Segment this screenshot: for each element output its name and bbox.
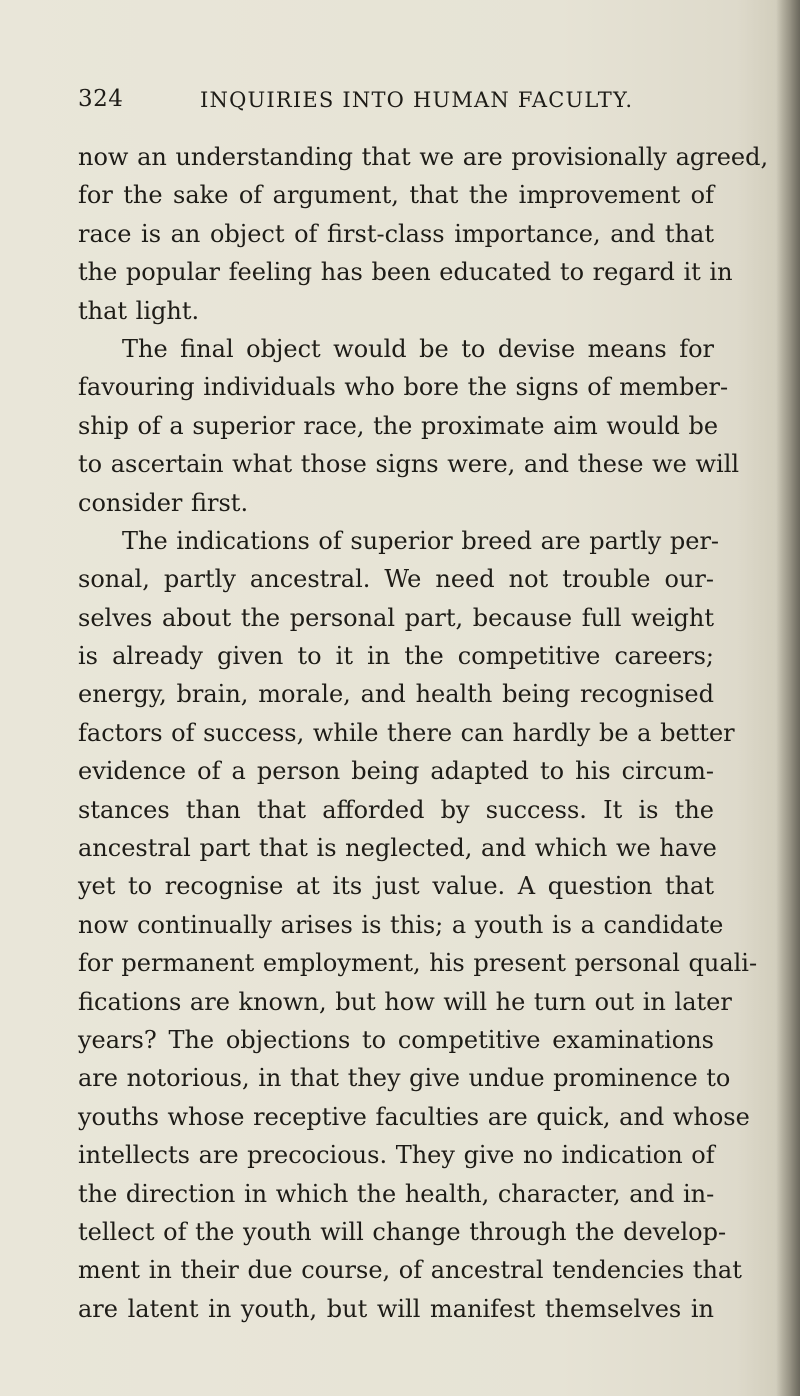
- text-line: is already given to it in the competitive careers;: [78, 642, 714, 671]
- text-line: ship of a superior race, the proximate aim would be: [78, 411, 719, 440]
- page-header: [78, 86, 718, 120]
- text-line: for the sake of argument, that the improvement of: [78, 181, 714, 210]
- text-line: intellects are precocious. They give no indication of: [78, 1141, 715, 1170]
- text-line: ment in their due course, of ancestral tendencies that: [78, 1256, 742, 1285]
- text-line: that light.: [78, 296, 200, 325]
- text-line: The final object would be to devise means for: [122, 334, 714, 363]
- text-line: years? The objections to competitive examinations: [78, 1025, 714, 1054]
- text-line: the direction in which the health, character, and in-: [78, 1179, 715, 1208]
- text-line: tellect of the youth will change through the develop-: [78, 1217, 727, 1246]
- text-line: race is an object of first-class importance, and that: [78, 219, 714, 248]
- text-line: are latent in youth, but will manifest themselves in: [78, 1294, 714, 1323]
- running-title: INQUIRIES INTO HUMAN FACULTY.: [200, 88, 634, 112]
- text-line: stances than that afforded by success. It is the: [78, 795, 714, 824]
- page-number: 324: [78, 86, 124, 112]
- text-line: are notorious, in that they give undue prominence to: [78, 1064, 731, 1093]
- text-line: ancestral part that is neglected, and which we have: [78, 834, 717, 863]
- text-line: consider first.: [78, 488, 249, 517]
- text-line: the popular feeling has been educated to regard it in: [78, 258, 733, 287]
- text-line: selves about the personal part, because full weight: [78, 603, 714, 632]
- text-line: for permanent employment, his present personal quali-: [78, 949, 758, 978]
- text-line: yet to recognise at its just value. A question that: [78, 872, 714, 901]
- text-line: energy, brain, morale, and health being recognised: [78, 680, 714, 709]
- text-line: sonal, partly ancestral. We need not trouble our-: [78, 565, 714, 594]
- text-line: fications are known, but how will he turn out in later: [78, 987, 732, 1016]
- text-line: favouring individuals who bore the signs of member-: [78, 373, 729, 402]
- text-line: The indications of superior breed are partly per-: [122, 526, 720, 555]
- text-line: youths whose receptive faculties are quick, and whose: [78, 1102, 750, 1131]
- text-line: evidence of a person being adapted to his circum-: [78, 757, 714, 786]
- page-edge-shadow: [776, 0, 800, 1396]
- body-text: [78, 138, 769, 1328]
- text-line: factors of success, while there can hardly be a better: [78, 718, 735, 747]
- text-line: now continually arises is this; a youth is a candidate: [78, 910, 724, 939]
- text-line: to ascertain what those signs were, and these we will: [78, 450, 740, 479]
- text-line: now an understanding that we are provisionally agreed,: [78, 143, 769, 171]
